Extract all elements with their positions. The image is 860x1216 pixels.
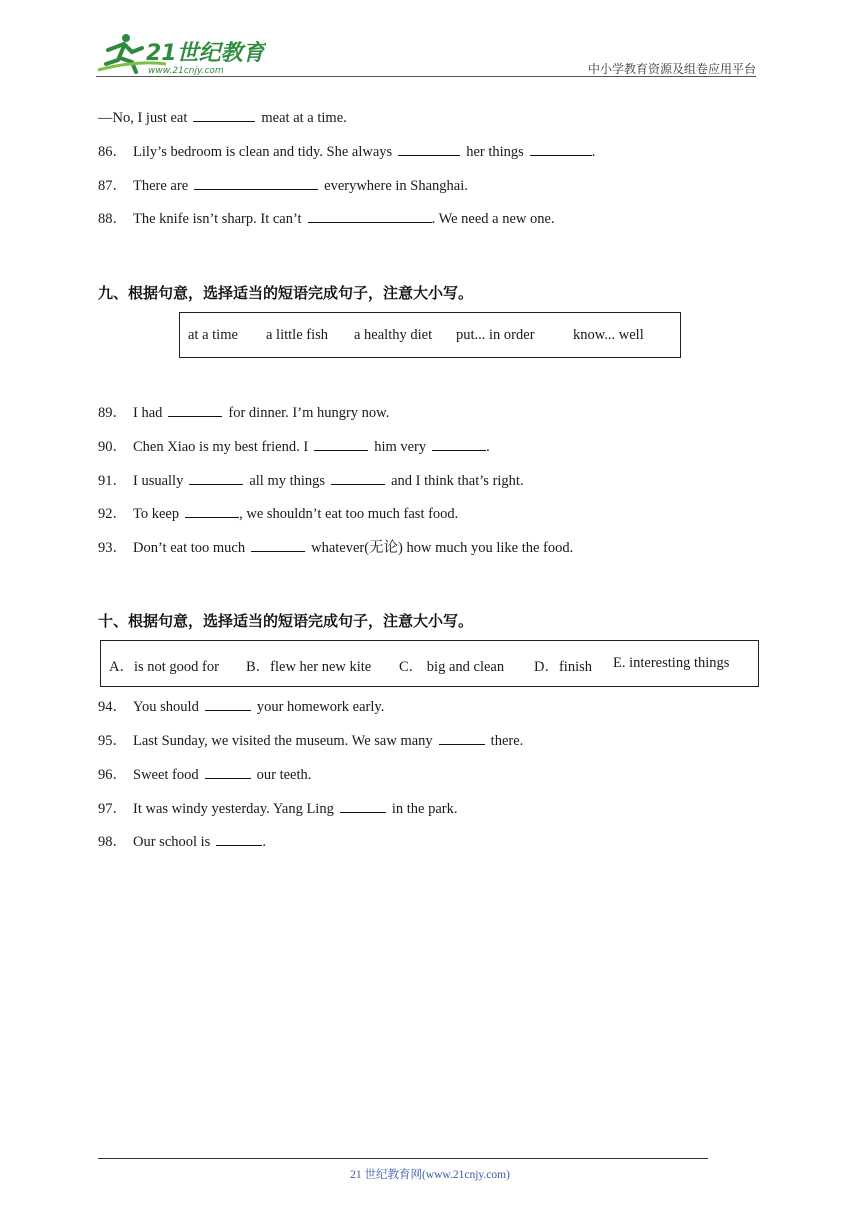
answer-blank[interactable] — [331, 470, 385, 485]
question-98: 98． Our school is . — [98, 831, 266, 851]
page-header — [96, 30, 756, 78]
question-97: 97． It was windy yesterday. Yang Ling in the park. — [98, 798, 457, 818]
word-option: know... well — [573, 327, 644, 343]
question-86: 86． Lily’s bedroom is clean and tidy. She always her things . — [98, 141, 595, 161]
answer-blank[interactable] — [194, 175, 318, 190]
svg-text:21世纪教育: 21世纪教育 — [146, 41, 265, 66]
question-95: 95． Last Sunday, we visited the museum. We saw many there. — [98, 730, 523, 750]
question-91: 91． I usually all my things and I think that’s right. — [98, 470, 524, 490]
word-option: C． big and clean — [399, 659, 505, 675]
answer-blank[interactable] — [530, 141, 592, 156]
header-divider — [96, 76, 756, 77]
answer-blank[interactable] — [189, 470, 243, 485]
answer-blank[interactable] — [251, 537, 305, 552]
word-option: at a time — [188, 327, 238, 343]
question-93: 93． Don’t eat too much whatever(无论) how much you like the food. — [98, 537, 573, 557]
answer-blank[interactable] — [205, 764, 251, 779]
answer-blank[interactable] — [308, 208, 432, 223]
section-9-word-bank — [179, 312, 681, 358]
header-tagline: 中小学教育资源及组卷应用平台 — [587, 62, 756, 76]
question-90: 90． Chen Xiao is my best friend. I him very . — [98, 436, 490, 456]
answer-blank[interactable] — [193, 107, 255, 122]
word-option: a little fish — [266, 327, 329, 343]
word-option: E. interesting things — [613, 655, 730, 671]
question-94: 94． You should your homework early. — [98, 696, 384, 716]
section-10-word-bank — [100, 640, 759, 687]
answer-blank[interactable] — [205, 696, 251, 711]
question-87: 87． There are everywhere in Shanghai. — [98, 175, 468, 195]
answer-blank[interactable] — [432, 436, 486, 451]
word-option: A．is not good for — [109, 659, 219, 675]
answer-blank[interactable] — [439, 730, 485, 745]
line-continuation: —No, I just eat meat at a time. — [98, 107, 347, 127]
logo-21cnjy — [96, 30, 266, 76]
answer-blank[interactable] — [185, 503, 239, 518]
section-10-title: 十、根据句意，选择适当的短语完成句子，注意大小写。 — [98, 612, 474, 630]
answer-blank[interactable] — [216, 831, 262, 846]
answer-blank[interactable] — [340, 798, 386, 813]
footer-text: 21 世纪教育网(www.21cnjy.com) — [350, 1169, 510, 1181]
answer-blank[interactable] — [168, 402, 222, 417]
question-96: 96． Sweet food our teeth. — [98, 764, 311, 784]
svg-text:www.21cnjy.com: www.21cnjy.com — [148, 66, 224, 76]
answer-blank[interactable] — [314, 436, 368, 451]
word-option: D．finish — [534, 659, 592, 675]
question-89: 89． I had for dinner. I’m hungry now. — [98, 402, 389, 422]
answer-blank[interactable] — [398, 141, 460, 156]
question-88: 88． The knife isn’t sharp. It can’t . We need a new one. — [98, 208, 555, 228]
question-92: 92． To keep , we shouldn’t eat too much fast food. — [98, 503, 458, 523]
word-option: a healthy diet — [354, 327, 433, 343]
footer-divider — [98, 1158, 708, 1159]
word-option: put... in order — [456, 327, 535, 343]
section-9-title: 九、根据句意，选择适当的短语完成句子，注意大小写。 — [98, 284, 474, 302]
word-option: B．flew her new kite — [246, 659, 372, 675]
